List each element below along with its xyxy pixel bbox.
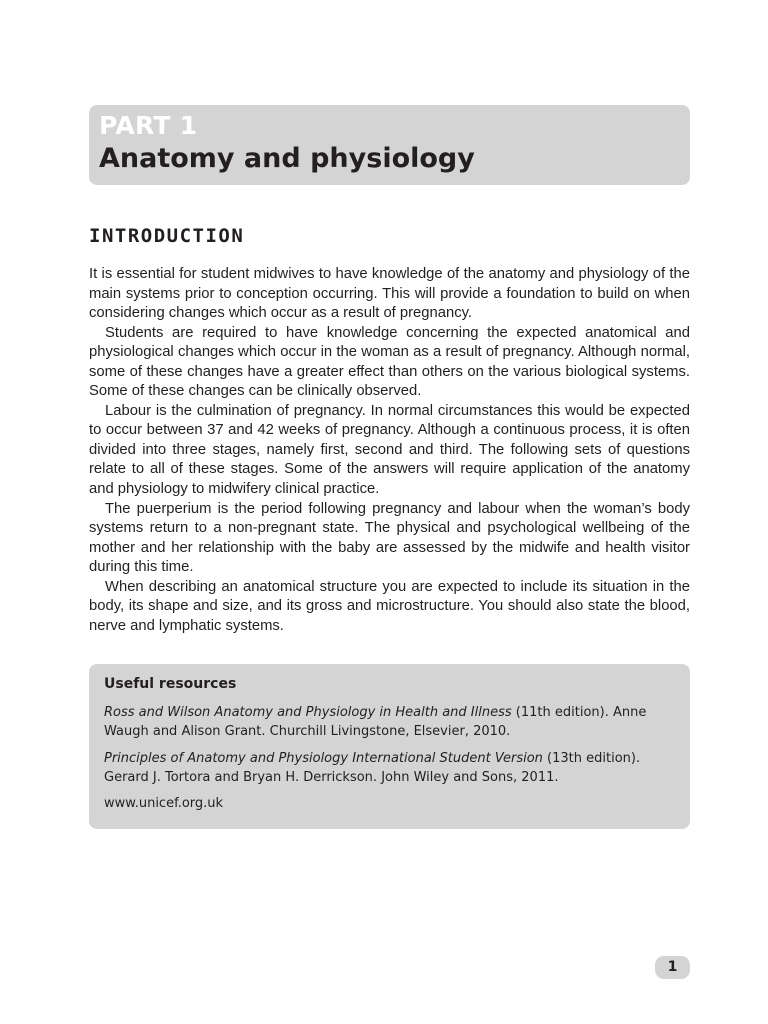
resource-item bbox=[104, 703, 676, 741]
page-number-badge: 1 bbox=[655, 956, 690, 979]
intro-paragraph-5: When describing an anatomical structure you are expected to include its situation in the body, its shape and size, and its gross and microstructure. You should also state the blood, nerve and lymphatic systems. bbox=[89, 578, 690, 634]
introduction-body bbox=[89, 265, 690, 636]
intro-paragraph-2: Students are required to have knowledge concerning the expected anatomical and physiological changes which occur in the woman as a result of pregnancy. Although normal, some of these changes have a greater effect than others on the various biological systems. Some of these changes can be clinically observed. bbox=[89, 324, 690, 400]
resource-book-title: Principles of Anatomy and Physiology International Student Version bbox=[104, 751, 543, 766]
resource-item bbox=[104, 749, 676, 787]
resource-url-link[interactable]: www.unicef.org.uk bbox=[104, 796, 224, 811]
intro-paragraph-4: The puerperium is the period following pregnancy and labour when the woman’s body systems return to a non-pregnant state. The physical and psychological wellbeing of the mother and her relationship with the baby are assessed by the midwife and health visitor during this time. bbox=[89, 500, 690, 576]
useful-resources-title: Useful resources bbox=[104, 676, 237, 692]
part-label: PART 1 bbox=[99, 111, 198, 140]
useful-resources-box bbox=[89, 664, 690, 829]
resource-details: (13th edition). Gerard J. Tortora and Bryan H. Derrickson. John Wiley and Sons, 2011. bbox=[104, 751, 641, 785]
introduction-heading: INTRODUCTION bbox=[89, 225, 245, 247]
part-title: Anatomy and physiology bbox=[99, 143, 475, 174]
part-banner bbox=[89, 105, 690, 185]
intro-paragraph-3: Labour is the culmination of pregnancy. In normal circumstances this would be expected to occur between 37 and 42 weeks of pregnancy. Although a continuous process, it is often divided into three stages, namely first, second and third. The following sets of questions relate to all of these stages. Some of the answers will require application of the anatomy and physiology to midwifery clinical practice. bbox=[89, 402, 690, 498]
intro-paragraph-1: It is essential for student midwives to have knowledge of the anatomy and physiology of the main systems prior to conception occurring. This will provide a foundation to build on when considering changes which occur as a result of pregnancy. bbox=[89, 266, 690, 322]
resource-book-title: Ross and Wilson Anatomy and Physiology in Health and Illness bbox=[104, 705, 512, 720]
resource-details: (11th edition). Anne Waugh and Alison Grant. Churchill Livingstone, Elsevier, 2010. bbox=[104, 705, 647, 739]
